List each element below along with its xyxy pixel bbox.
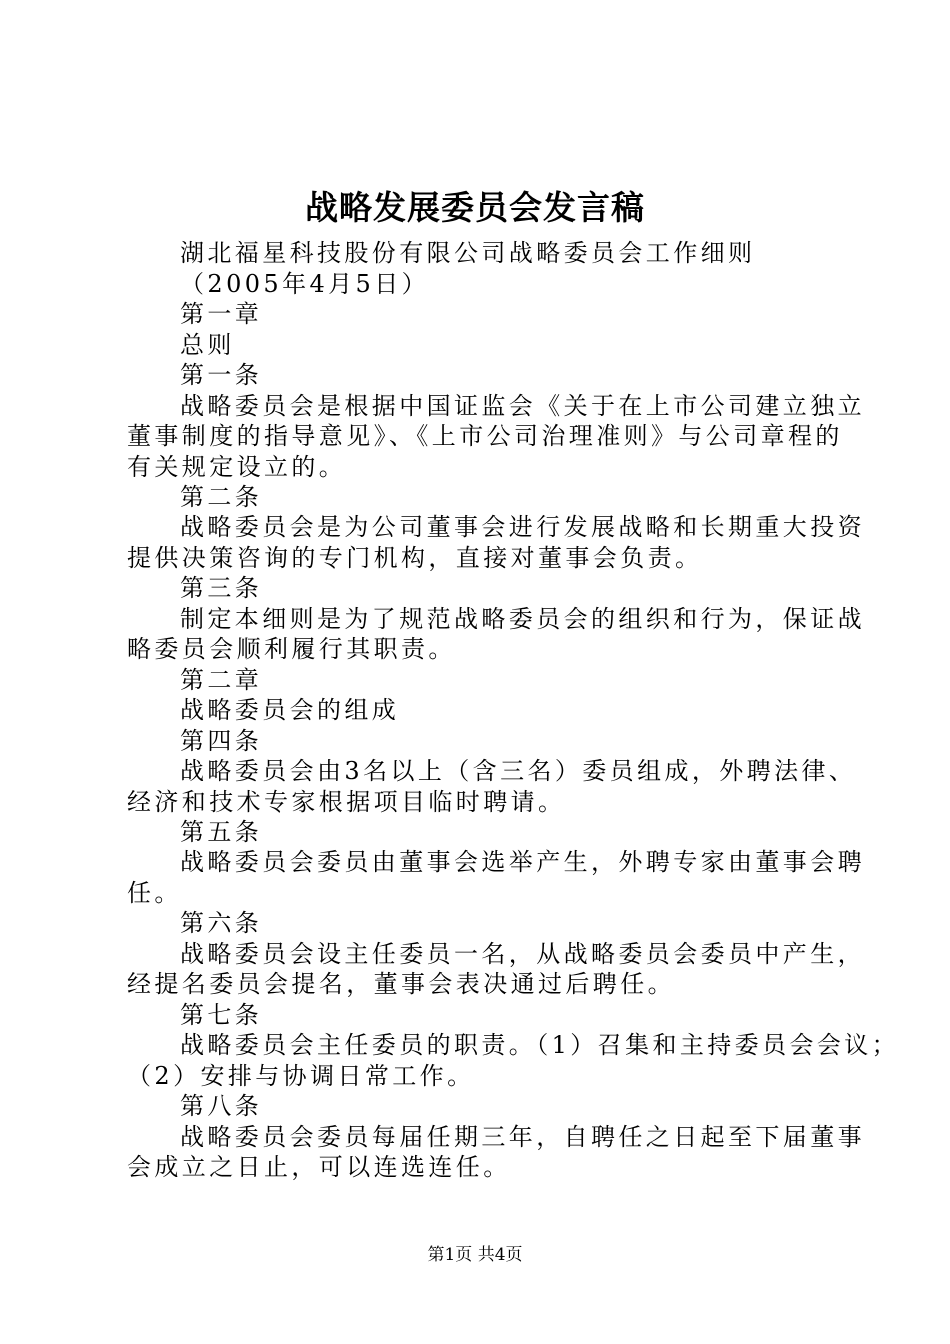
text-line: 略委员会顺利履行其职责。 xyxy=(127,635,456,663)
text-line: 战略委员会是根据中国证监会《关于在上市公司建立独立 xyxy=(180,392,865,420)
text-line: 第一条 xyxy=(180,361,263,389)
page-footer: 第1页 共4页 xyxy=(427,1245,523,1265)
text-line: 第八条 xyxy=(180,1092,263,1120)
text-line: （2005年4月5日） xyxy=(180,270,430,298)
text-line: 第二条 xyxy=(180,483,263,511)
text-line: 第四条 xyxy=(180,727,263,755)
text-line: 第三条 xyxy=(180,574,263,602)
text-line: 第六条 xyxy=(180,909,263,937)
document-title: 战略发展委员会发言稿 xyxy=(305,188,645,227)
text-line: 制定本细则是为了规范战略委员会的组织和行为，保证战 xyxy=(180,605,865,633)
text-line: 第二章 xyxy=(180,666,263,694)
text-line: 战略委员会的组成 xyxy=(180,696,400,724)
text-line: 有关规定设立的。 xyxy=(127,453,347,481)
text-line: 战略委员会设主任委员一名，从战略委员会委员中产生， xyxy=(180,940,865,968)
text-line: 第一章 xyxy=(180,300,263,328)
text-line: 战略委员会由3名以上（含三名）委员组成，外聘法律、 xyxy=(180,757,857,785)
text-line: 第七条 xyxy=(180,1001,263,1029)
text-line: 湖北福星科技股份有限公司战略委员会工作细则 xyxy=(180,239,756,267)
text-line: 第五条 xyxy=(180,818,263,846)
text-line: （2）安排与协调日常工作。 xyxy=(127,1062,475,1090)
text-line: 战略委员会委员每届任期三年，自聘任之日起至下届董事 xyxy=(180,1123,865,1151)
text-line: 总则 xyxy=(180,331,235,359)
text-line: 战略委员会是为公司董事会进行发展战略和长期重大投资 xyxy=(180,513,865,541)
text-line: 战略委员会主任委员的职责。（1）召集和主持委员会会议； xyxy=(180,1031,900,1059)
text-line: 任。 xyxy=(127,879,182,907)
text-line: 战略委员会委员由董事会选举产生，外聘专家由董事会聘 xyxy=(180,848,865,876)
text-line: 董事制度的指导意见》、《上市公司治理准则》与公司章程的 xyxy=(127,422,843,450)
text-line: 会成立之日止，可以连选连任。 xyxy=(127,1153,511,1181)
text-line: 提供决策咨询的专门机构，直接对董事会负责。 xyxy=(127,544,703,572)
text-line: 经提名委员会提名，董事会表决通过后聘任。 xyxy=(127,970,675,998)
text-line: 经济和技术专家根据项目临时聘请。 xyxy=(127,788,566,816)
